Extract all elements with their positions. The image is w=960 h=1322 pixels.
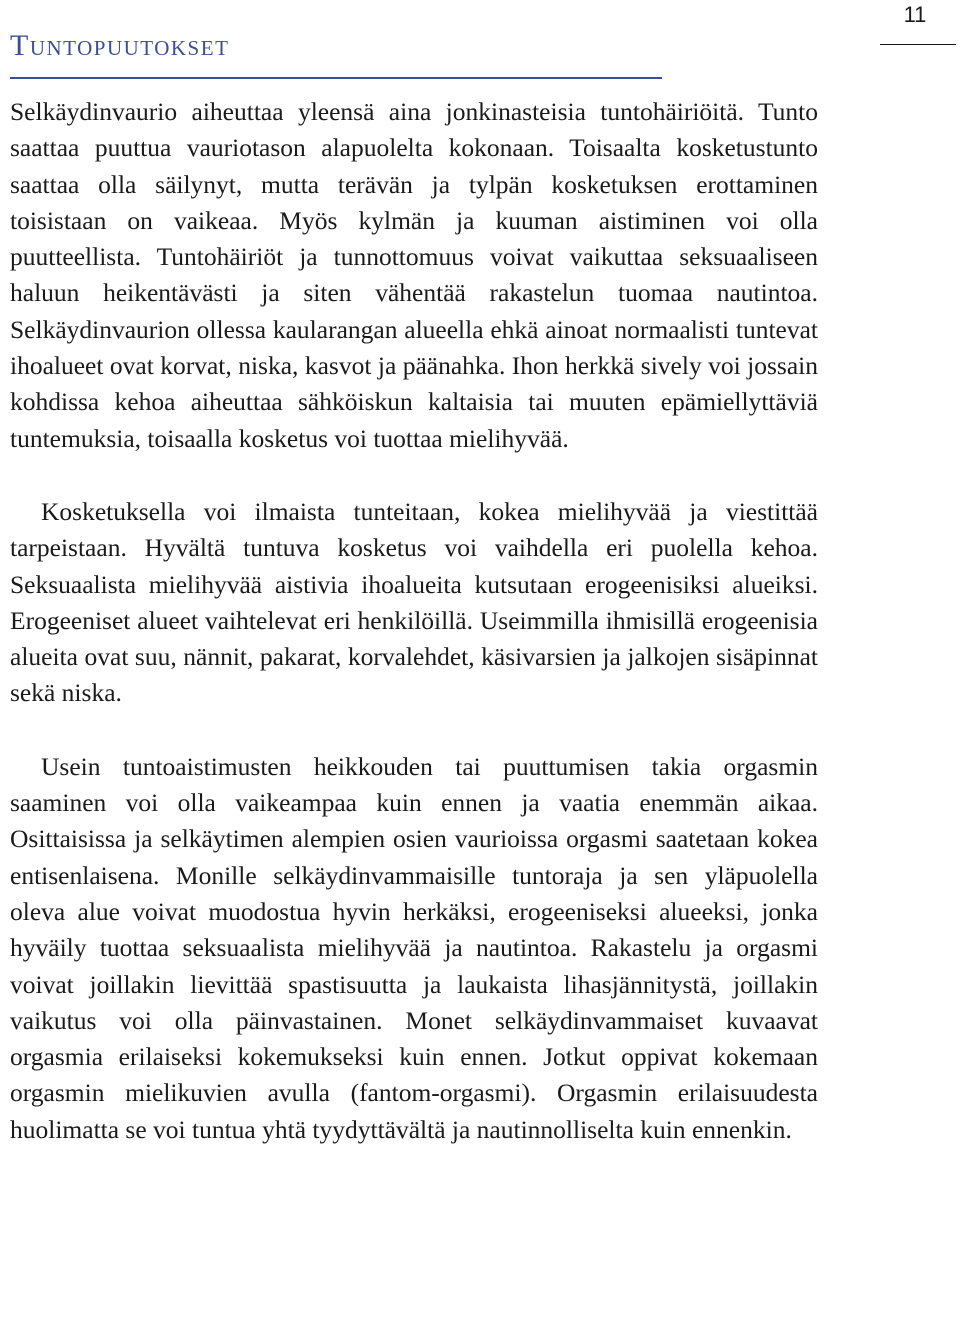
title-underline	[10, 77, 662, 79]
section-title: Tuntopuutokset	[10, 29, 230, 62]
paragraph-3: Usein tuntoaistimusten heikkouden tai puuttumisen takia orgasmin saaminen voi olla vaikeampaa kuin ennen ja vaatia enemmän aikaa. Osittaisissa ja selkäytimen alempien osien vaurioissa orgasmi saatetaan kokea entisenlaisena. Monille selkäydinvammaisille tuntoraja ja sen yläpuolella oleva alue voivat muodostua hyvin herkäksi, erogeeniseksi alueeksi, jonka hyväily tuottaa seksuaalista mielihyvää ja nautintoa. Rakastelu ja orgasmi voivat joillakin lievittää spastisuutta ja laukaista lihasjännitystä, joillakin vaikutus voi olla päinvastainen. Monet selkäydinvammaiset kuvaavat orgasmia erilaiseksi kokemukseksi kuin ennen. Jotkut oppivat kokemaan orgasmin mielikuvien avulla (fantom-orgasmi). Orgasmin erilaisuudesta huolimatta se voi tuntua yhtä tyydyttävältä ja nautinnolliselta kuin ennenkin.	[10, 751, 818, 1144]
page-number: 11	[903, 2, 927, 27]
paragraph-2: Kosketuksella voi ilmaista tunteitaan, kokea mielihyvää ja viestittää tarpeistaan. Hyvältä tuntuva kosketus voi vaihdella eri puolella kehoa. Seksuaalista mielihyvää aistivia ihoalueita kutsutaan erogeenisiksi alueiksi. Erogeeniset alueet vaihtelevat eri henkilöillä. Useimmilla ihmisillä erogeenisia alueita ovat suu, nännit, pakarat, korvalehdet, käsivarsien ja jalkojen sisäpinnat sekä niska.	[10, 496, 818, 708]
paragraph-1: Selkäydinvaurio aiheuttaa yleensä aina jonkinasteisia tuntohäiriöitä. Tunto saattaa puuttua vauriotason alapuolelta kokonaan. Toisaalta kosketustunto saattaa olla säilynyt, mutta terävän ja tylpän kosketuksen erottaminen toisistaan on vaikeaa. Myös kylmän ja kuuman aistiminen voi olla puutteellista. Tuntohäiriöt ja tunnottomuus voivat vaikuttaa seksuaaliseen haluun heikentävästi ja siten vähentää rakastelun tuomaa nautintoa. Selkäydinvaurion ollessa kaularangan alueella ehkä ainoat normaalisti tuntevat ihoalueet ovat korvat, niska, kasvot ja päänahka. Ihon herkkä sively voi jossain kohdissa kehoa aiheuttaa sähköiskun kaltaisia tai muuten epämiellyttäviä tuntemuksia, toisaalla kosketus voi tuottaa mielihyvää.	[10, 97, 818, 453]
body-text	[10, 94, 818, 1148]
page-number-rule	[880, 44, 956, 45]
